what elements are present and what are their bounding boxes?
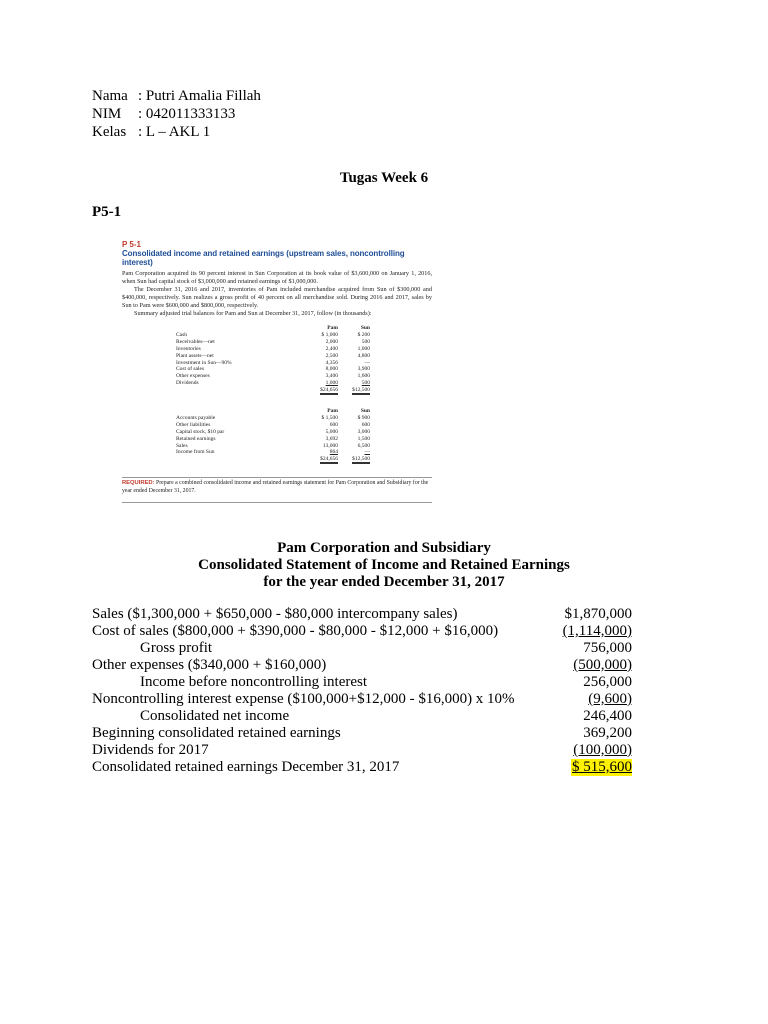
account-pam: 2,400 [325,345,338,352]
statement-body [92,606,632,776]
account-label: Other liabilities [176,421,211,428]
problem-para-1: Pam Corporation acquired its 90 percent interest in Sun Corporation at its book value of $3,600,000 on January 1, 2016, when Sun had capital stock of $3,000,000 and retained earnings of $1,000,000. [122,270,432,285]
statement-line [92,606,632,623]
statement-title-company: Pam Corporation and Subsidiary [277,540,491,556]
account-sun: $ 900 [357,414,370,421]
line-desc: Gross profit [140,640,213,656]
kelas-row [92,123,261,141]
account-label: Cost of sales [176,366,205,373]
line-amount: (500,000) [573,657,632,673]
trial-balance-row [176,373,370,380]
account-sun: 1,500 [357,435,370,442]
trial-balance-row [176,422,370,429]
trial-balance-row [176,449,370,456]
account-pam: 13,000 [322,442,338,449]
trial-balance-row [176,360,370,367]
required-label: REQUIRED: [122,480,155,486]
line-amount: $1,870,000 [564,606,632,622]
account-pam: 1,000 [325,380,338,387]
trial-balance-debits [176,325,370,394]
account-label: Receivables—net [176,338,215,345]
account-label: Other expenses [176,373,210,380]
account-sun: — [364,359,370,366]
trial-balance-row [176,353,370,360]
account-pam: 3,692 [325,435,338,442]
line-desc: Income before noncontrolling interest [140,674,368,690]
statement-line [92,725,632,742]
account-label: Sales [176,442,188,449]
col-sun-2: Sun [360,408,370,414]
line-desc: Dividends for 2017 [92,742,209,758]
problem-para-2: The December 31, 2016 and 2017, inventories of Pam included merchandise acquired from Sun of $300,000 and $400,000, respectively. Sun realizes a gross profit of 40 percent on all merchandise sold. During 2016 and 2017, sales by Sun to Pam were $600,000 and $800,000, respectively. [122,285,432,309]
account-pam: 864 [329,449,338,456]
account-label: Cash [176,331,187,338]
line-desc: Consolidated net income [140,708,290,724]
line-amount: (1,114,000) [562,623,632,639]
student-info [92,87,261,141]
account-pam: 2,500 [325,352,338,359]
statement-line [92,691,632,708]
col-pam-2: Pam [327,408,338,414]
kelas-label: Kelas [92,124,127,140]
account-label: Investment in Sun—90% [176,359,232,366]
account-sun: 500 [361,380,370,387]
account-sun: 4,800 [357,352,370,359]
credits-total-pam: $24,656 [320,456,338,463]
line-desc: Sales ($1,300,000 + $650,000 - $80,000 intercompany sales) [92,606,458,622]
col-sun: Sun [360,325,370,331]
statement-line [92,623,632,640]
line-amount: 256,000 [583,674,632,690]
account-label: Inventories [176,345,201,352]
account-sun: 600 [361,421,370,428]
trial-balance-row [176,366,370,373]
account-pam: 600 [329,421,338,428]
debits-total-row [176,387,370,394]
nama-value: : Putri Amalia Fillah [138,88,261,104]
statement-title-name: Consolidated Statement of Income and Retained Earnings [198,557,570,573]
account-sun: — [364,449,370,456]
debits-total-sun: $12,500 [352,387,370,394]
statement-line [92,657,632,674]
line-amount: (100,000) [573,742,632,758]
divider-bottom [122,502,432,503]
account-sun: 6,500 [357,442,370,449]
credits-total-sun: $12,500 [352,456,370,463]
line-desc: Noncontrolling interest expense ($100,000+$12,000 - $16,000) x 10% [92,691,515,707]
kelas-value: : L – AKL 1 [138,124,211,140]
trial-balance-row [176,436,370,443]
line-amount-highlighted: $ 515,600 [572,759,632,775]
nama-row [92,87,261,105]
account-label: Retained earnings [176,435,216,442]
credits-header [176,408,370,415]
nim-value: : 042011333133 [138,106,236,122]
credits-total-row [176,456,370,463]
problem-label: P5-1 [92,204,122,220]
account-pam: 4,356 [325,359,338,366]
line-amount: 756,000 [583,640,632,656]
line-desc: Beginning consolidated retained earnings [92,725,341,741]
line-desc: Other expenses ($340,000 + $160,000) [92,657,327,673]
nama-label: Nama [92,88,128,104]
col-pam: Pam [327,325,338,331]
problem-para-3: Summary adjusted trial balances for Pam and Sun at December 31, 2017, follow (in thousands): [134,309,372,317]
trial-balance-row [176,429,370,436]
account-pam: 5,000 [325,428,338,435]
account-sun: 3,000 [357,428,370,435]
line-desc: Cost of sales ($800,000 + $390,000 - $80,000 - $12,000 + $16,000) [92,623,499,639]
statement-line [92,708,632,725]
trial-balance-row [176,380,370,387]
required-text: Prepare a combined consolidated income and retained earnings statement for Pam Corporation and Subsidiary for the year ended December 31, 2017. [122,480,429,494]
trial-balance-row [176,332,370,339]
statement-line [92,674,632,691]
account-pam: 2,000 [325,338,338,345]
account-sun: $ 200 [357,331,370,338]
line-amount: (9,600) [588,691,632,707]
statement-line [92,640,632,657]
trial-balance-credits [176,408,370,463]
statement-line [92,759,632,776]
account-pam: $ 1,000 [321,331,338,338]
debits-total-pam: $24,656 [320,387,338,394]
account-label: Dividends [176,380,199,387]
problem-text [122,270,432,317]
account-pam: $ 1,500 [321,414,338,421]
account-sun: 500 [361,338,370,345]
debits-header [176,325,370,332]
line-amount: 369,200 [583,725,632,741]
account-label: Capital stock, $10 par [176,428,225,435]
account-sun: 1,000 [357,345,370,352]
problem-number: P 5-1 [122,240,141,249]
statement-title-period: for the year ended December 31, 2017 [263,574,505,590]
account-label: Accounts payable [176,414,216,421]
account-label: Plant assets—net [176,352,214,359]
assignment-title: Tugas Week 6 [339,170,429,186]
required-note [122,480,432,495]
account-pam: 8,000 [325,366,338,373]
nim-row [92,105,261,123]
line-amount: 246,400 [583,708,632,724]
nim-label: NIM [92,106,122,122]
problem-excerpt [122,240,432,503]
account-pam: 3,400 [325,373,338,380]
account-sun: 1,600 [357,373,370,380]
trial-balance-row [176,346,370,353]
trial-balance-row [176,339,370,346]
account-sun: 3,900 [357,366,370,373]
divider [122,477,432,478]
problem-title: Consolidated income and retained earnings (upstream sales, noncontrolling interest) [122,249,405,267]
account-label: Income from Sun [176,449,215,456]
trial-balance-row [176,415,370,422]
statement-line [92,742,632,759]
line-desc: Consolidated retained earnings December 31, 2017 [92,759,400,775]
